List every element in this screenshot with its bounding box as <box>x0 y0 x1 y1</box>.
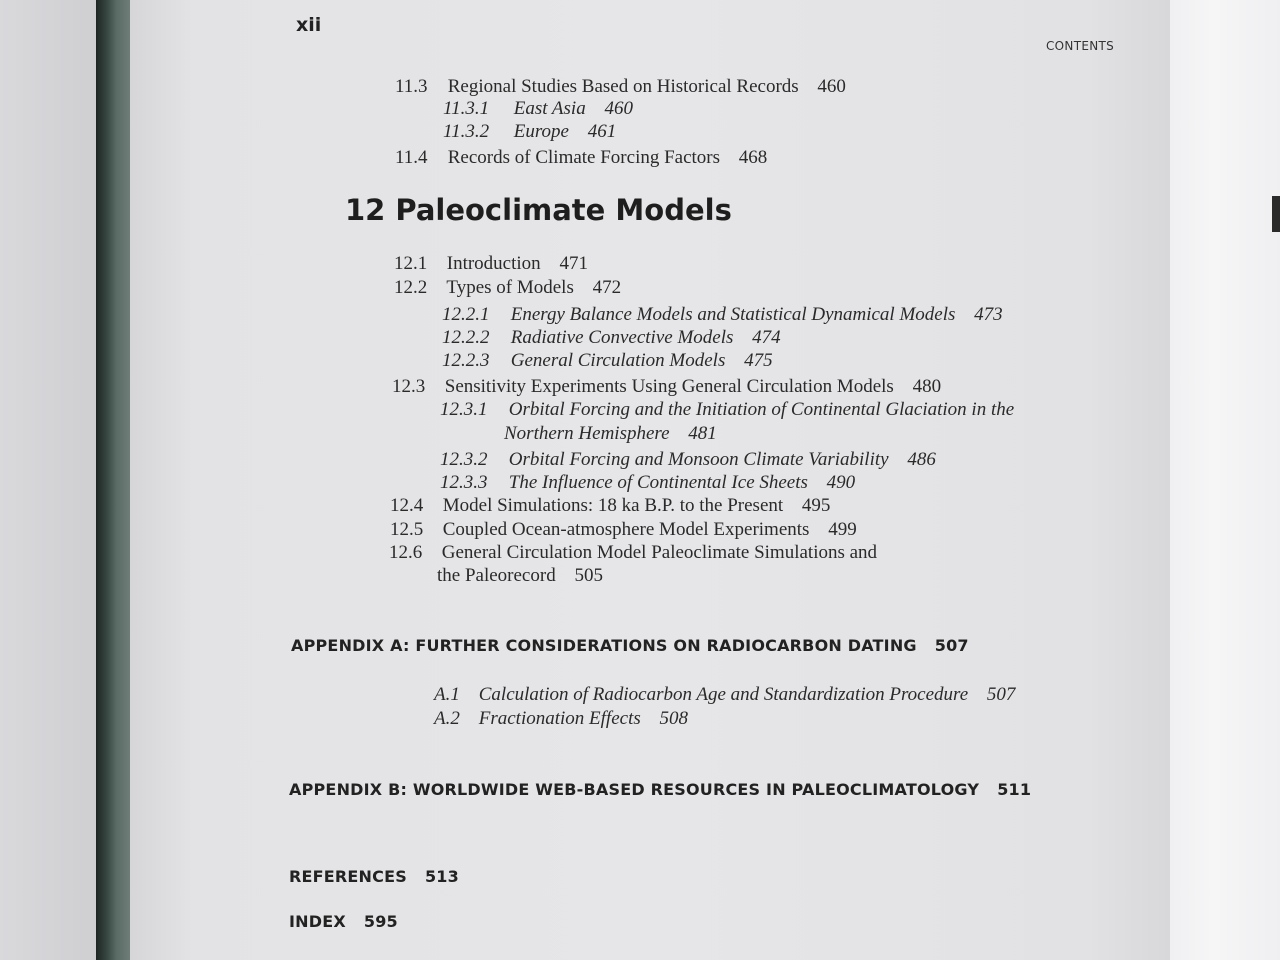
toc-entry-12-4: 12.4 Model Simulations: 18 ka B.P. to the Present 495 <box>390 495 831 516</box>
index-heading: INDEX 595 <box>289 912 398 931</box>
toc-entry-12-6: 12.6 General Circulation Model Paleoclimate Simulations and <box>389 542 878 563</box>
toc-entry-12-5: 12.5 Coupled Ocean-atmosphere Model Experiments 499 <box>390 519 857 540</box>
toc-entry-12-3-1: 12.3.1 Orbital Forcing and the Initiation of Continental Glaciation in the <box>440 399 1015 420</box>
chapter-12-heading <box>345 193 732 227</box>
chapter-number: 12 <box>345 193 386 227</box>
toc-entry-12-2-1: 12.2.1 Energy Balance Models and Statistical Dynamical Models 473 <box>442 304 1003 325</box>
desk-background <box>0 0 96 960</box>
book-spine <box>96 0 130 960</box>
facing-page-edge <box>1170 0 1280 960</box>
toc-entry-11-3-2: 11.3.2 Europe 461 <box>443 121 617 142</box>
toc-entry-12-3-3: 12.3.3 The Influence of Continental Ice Sheets 490 <box>440 472 856 493</box>
running-head: CONTENTS <box>1046 39 1115 53</box>
references-heading: REFERENCES 513 <box>289 867 459 886</box>
toc-entry-12-3-1-cont: Northern Hemisphere 481 <box>504 423 717 444</box>
toc-entry-12-3-2: 12.3.2 Orbital Forcing and Monsoon Climate Variability 486 <box>440 449 936 470</box>
toc-entry-a-1: A.1 Calculation of Radiocarbon Age and Standardization Procedure 507 <box>434 684 1016 705</box>
toc-entry-11-4: 11.4 Records of Climate Forcing Factors 468 <box>395 147 768 168</box>
toc-entry-12-6-cont: the Paleorecord 505 <box>437 565 603 586</box>
toc-entry-12-1: 12.1 Introduction 471 <box>394 253 588 274</box>
appendix-b-heading: APPENDIX B: WORLDWIDE WEB-BASED RESOURCES IN PALEOCLIMATOLOGY 511 <box>289 780 1032 799</box>
toc-entry-12-3: 12.3 Sensitivity Experiments Using General Circulation Models 480 <box>392 376 942 397</box>
chapter-title: Paleoclimate Models <box>395 193 732 227</box>
toc-entry-a-2: A.2 Fractionation Effects 508 <box>434 708 689 729</box>
toc-entry-12-2-3: 12.2.3 General Circulation Models 475 <box>442 350 773 371</box>
page-folio: xii <box>296 14 322 36</box>
appendix-a-heading: APPENDIX A: FURTHER CONSIDERATIONS ON RADIOCARBON DATING 507 <box>291 636 969 655</box>
toc-entry-11-3-1: 11.3.1 East Asia 460 <box>443 98 633 119</box>
toc-entry-12-2: 12.2 Types of Models 472 <box>394 277 622 298</box>
facing-page-mark <box>1272 196 1280 232</box>
toc-entry-12-2-2: 12.2.2 Radiative Convective Models 474 <box>442 327 781 348</box>
toc-entry-11-3: 11.3 Regional Studies Based on Historical Records 460 <box>395 76 846 97</box>
